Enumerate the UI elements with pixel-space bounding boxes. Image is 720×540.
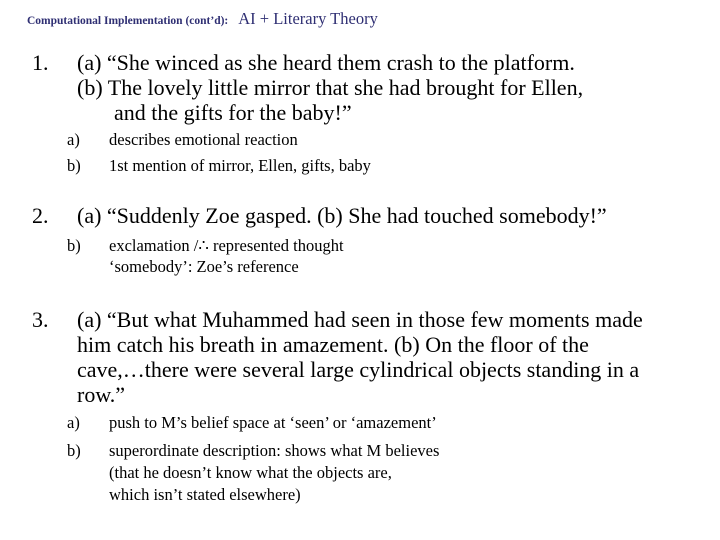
note-label: a) [67,130,80,149]
note-text: push to M’s belief space at ‘seen’ or ‘amazement’ [109,413,437,432]
note-text: exclamation /∴ represented thought [109,236,344,255]
header-subtitle: Computational Implementation (cont’d): [27,15,229,27]
slide-header [27,11,378,28]
note-text: which isn’t stated elsewhere) [109,485,301,504]
note-label: b) [67,236,81,255]
item-number: 1. [32,50,49,75]
quote-line: (a) “Suddenly Zoe gasped. (b) She had touched somebody!” [77,203,607,228]
quote-line: (a) “But what Muhammed had seen in those few moments made [77,307,643,332]
quote-line: (b) The lovely little mirror that she had brought for Ellen, [77,75,584,100]
quote-line: cave,…there were several large cylindrical objects standing in a [77,357,640,382]
note-label: a) [67,413,80,432]
quote-line: him catch his breath in amazement. (b) On the floor of the [77,332,589,357]
note-text: 1st mention of mirror, Ellen, gifts, baby [109,156,371,175]
note-label: b) [67,156,81,175]
quote-line: and the gifts for the baby!” [114,100,352,125]
quote-line: row.” [77,382,126,407]
note-text: (that he doesn’t know what the objects are, [109,463,392,482]
note-label: b) [67,441,81,460]
quote-line: (a) “She winced as she heard them crash to the platform. [77,50,575,75]
note-text: describes emotional reaction [109,130,298,149]
header-title: AI + Literary Theory [238,9,378,28]
item-number: 2. [32,203,49,228]
note-text: ‘somebody’: Zoe’s reference [109,257,299,276]
item-number: 3. [32,307,49,332]
note-text: superordinate description: shows what M believes [109,441,440,460]
